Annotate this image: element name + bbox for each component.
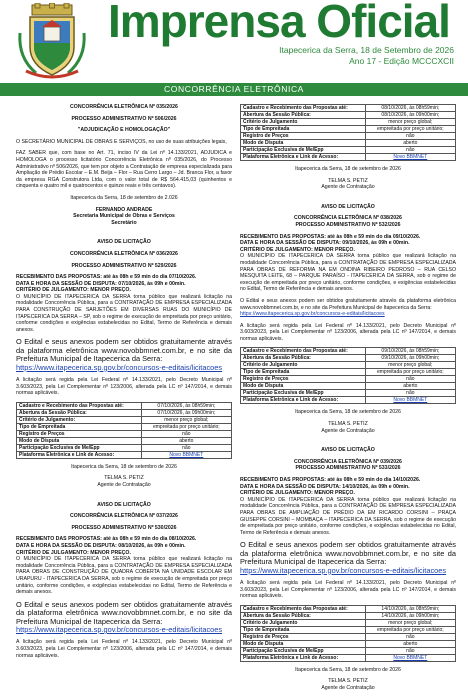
table-value-cell: 14/10/2026, às 09h00min;	[365, 612, 455, 619]
session-line: DATA E HORA DA SESSÃO DE DISPUTA: 14/10/2026, às 09h e 00min.	[240, 483, 410, 490]
table-row	[241, 619, 456, 626]
session-line: DATA E HORA DA SESSÃO DE DISPUTA: 07/10/2026, às 09h e 00min.	[16, 280, 186, 287]
process-number: PROCESSO ADMINISTRATIVO Nº 529/2026	[71, 262, 177, 269]
process-number: PROCESSO ADMINISTRATIVO Nº 532/2026	[295, 221, 401, 228]
table-key-cell: Tipo de Empreitada	[241, 126, 366, 133]
legal-basis: A licitação será regida pela Lei Federal nº 14.133/2021, pelo Decreto Municipal nº 3.603/2023, pela Lei Complementar nº 123/2006, alterada pela LC nº 147/2014, e demais normas aplicáveis.	[16, 639, 232, 659]
publication-title: Imprensa Oficial	[108, 0, 450, 47]
date-line: Itapecerica da Serra, 18 de setembro de 2026	[295, 666, 401, 673]
table-value-cell: 09/10/2026, às 09h00min;	[365, 355, 455, 362]
signatory-role: Secretário	[111, 219, 137, 226]
notice-subject: "ADJUDICAÇÃO E HOMOLOGAÇÃO"	[77, 127, 171, 134]
table-key-cell: Registro de Preços	[241, 633, 366, 640]
date-line: Itapecerica da Serra, 18 de setembro de 2026	[295, 166, 401, 172]
table-row	[241, 605, 456, 612]
table-row	[241, 140, 456, 147]
signatory-name: TELMA S. PETIZ	[104, 475, 144, 482]
notice-heading: AVISO DE LICITAÇÃO	[97, 501, 151, 508]
deadline-line: RECEBIMENTO DAS PROPOSTAS: até às 08h e 59 min do dia 07/10/2026.	[16, 274, 197, 281]
table-row	[241, 654, 456, 661]
notice-object: O MUNICÍPIO DE ITAPECERICA DA SERRA torna público que realizará licitação na modalidade Concorrência Pública, para a CONTRATAÇÃO DE EMPRESA ESPECIALIZADA PARA OBRAS DE AMPLIAÇÃO DE PRÉDIO DA EM RICARDO CORSINI – PRAÇA GIUSEPPE CORSINI – MOMBAÇA – ITAPECERICA DA SERRA, sob o regime de execução de empreitada por preço unitário, conforme condições, e exigências estabelecidas no Edital, Termo de Referência e demais anexos.	[240, 496, 456, 536]
table-value-cell: 08/10/2026, às 09h00min;	[365, 112, 455, 119]
table-key-cell: Cadastro e Recebimento das Propostas até:	[241, 348, 366, 355]
table-row	[17, 409, 232, 416]
signatory-role: Agente de Contratação	[97, 482, 151, 489]
table-row	[241, 119, 456, 126]
criteria-line: CRITÉRIO DE JULGAMENTO: MENOR PREÇO.	[240, 490, 355, 497]
table-key-cell: Critério de Julgamento:	[17, 416, 142, 423]
notice-number: CONCORRÊNCIA ELETRÔNICA Nº 035/2026	[70, 104, 178, 110]
deadline-line: RECEBIMENTO DAS PROPOSTAS: até às 08h e 59 min do dia 08/10/2026.	[16, 536, 197, 543]
table-key-cell: Registro de Preços	[17, 430, 142, 437]
table-value-cell[interactable]: Novo BBMNET	[365, 154, 455, 161]
table-key-cell: Participação Exclusiva de Me/Epp	[241, 390, 366, 397]
notice-object: O MUNICÍPIO DE ITAPECERICA DA SERRA torna público que realizará licitação na modalidade Concorrência Pública, para a CONTRATAÇÃO DE EMPRESA ESPECIALIZADA PARA OBRAS DE CONSTRUÇÃO DE QUADRA COBERTA NA UNIDADE ESCOLAR EM URAPURU - ITAPECERICA DA SERRA, sob o regime de execução de empreitada por preço unitário, conforme condições, e exigências estabelecidas no Edital, Termo de Referência e demais anexos.	[16, 556, 232, 596]
table-key-cell: Abertura da Sessão Pública:	[241, 112, 366, 119]
section-title: CONCORRÊNCIA ELETRÔNICA	[164, 84, 304, 94]
table-row	[241, 126, 456, 133]
tender-table	[240, 605, 456, 662]
process-number: PROCESSO ADMINISTRATIVO Nº 530/2026	[71, 524, 177, 531]
table-value-cell: não	[365, 133, 455, 140]
table-key-cell: Registro de Preços	[241, 376, 366, 383]
table-value-cell: empreitada por preço unitário;	[365, 369, 455, 376]
table-key-cell: Modo de Disputa	[241, 383, 366, 390]
table-key-cell: Critério de Julgamento	[241, 362, 366, 369]
table-row	[17, 402, 232, 409]
table-value-cell: 07/10/2026, às 08h59min;	[141, 402, 231, 409]
table-key-cell: Abertura da Sessão Pública:	[241, 612, 366, 619]
date-line: Itapecerica da Serra, 18 de setembro de 2026	[71, 463, 177, 470]
table-key-cell: Modo de Disputa	[17, 437, 142, 444]
table-value-cell: 07/10/2026, às 09h00min;	[141, 409, 231, 416]
table-row	[241, 383, 456, 390]
tender-link[interactable]: https://www.itapecerica.sp.gov.br/concursos-e-editais/licitacoes	[16, 624, 223, 634]
table-value-cell[interactable]: Novo BBMNET	[141, 451, 231, 458]
table-value-cell: menor preço global;	[141, 416, 231, 423]
table-value-cell: menor preço global;	[365, 362, 455, 369]
tender-table	[16, 402, 232, 459]
table-key-cell: Critério de Julgamento	[241, 619, 366, 626]
table-key-cell: Abertura da Sessão Pública:	[241, 355, 366, 362]
table-row	[241, 390, 456, 397]
process-number: PROCESSO ADMINISTRATIVO Nº 533/2026	[295, 465, 401, 472]
paragraph: O SECRETÁRIO MUNICIPAL DE OBRAS E SERVIÇOS, no uso de suas atribuições legais,	[16, 138, 227, 145]
table-key-cell: Plataforma Eletrônica e Link de Acesso:	[241, 154, 366, 161]
table-key-cell: Tipo de Empreitada	[241, 626, 366, 633]
table-row	[241, 640, 456, 647]
signatory-name: TELMA S. PETIZ	[328, 421, 368, 428]
edital-text: O Edital e seus anexos podem ser obtidos gratuitamente através da plataforma eletrônica www.novobbmnet.com.br, e no site da Prefeitura Municipal de Itapecerica da Serra:	[240, 297, 456, 311]
table-key-cell: Participação Exclusiva de Me/Epp	[241, 147, 366, 154]
signatory-name: TELMA S. PETIZ	[328, 177, 368, 184]
table-key-cell: Critério de Julgamento	[241, 119, 366, 126]
table-key-cell: Cadastro e Recebimento das Propostas até:	[17, 402, 142, 409]
table-row	[17, 423, 232, 430]
table-value-cell: 14/10/2026, às 08h59min;	[365, 605, 455, 612]
legal-basis: A licitação será regida pela Lei Federal nº 14.133/2021, pelo Decreto Municipal nº 3.603/2023, pela Lei Complementar nº 123/2006, alterada pela LC nº 147/2014, e demais normas aplicáveis.	[240, 322, 456, 342]
signatory-name: FERNANDO ANDRADE	[95, 206, 153, 213]
table-key-cell: Tipo de Empreitada	[17, 423, 142, 430]
table-value-cell: menor preço global;	[365, 119, 455, 126]
table-row	[17, 437, 232, 444]
table-value-cell: aberto	[365, 140, 455, 147]
notice-heading: AVISO DE LICITAÇÃO	[321, 203, 375, 210]
table-value-cell: empreitada por preço unitário;	[365, 626, 455, 633]
table-value-cell: não	[365, 147, 455, 154]
table-key-cell: Participação Exclusiva de Me/Epp	[17, 444, 142, 451]
edital-text: O Edital e seus anexos podem ser obtidos gratuitamente através da plataforma eletrônica www.novobbmnet.com.br, e no site da Prefeitura Municipal de Itapecerica da Serra:	[16, 337, 232, 364]
notice-number: CONCORRÊNCIA ELETRÔNICA Nº 039/2026	[294, 458, 402, 465]
table-row	[241, 133, 456, 140]
table-row	[241, 362, 456, 369]
legal-basis: A licitação será regida pela Lei Federal nº 14.133/2021, pelo Decreto Municipal nº 3.603/2023, pela Lei Complementar nº 123/2006, alterada pela LC nº 147/2014, e demais normas aplicáveis.	[240, 580, 456, 600]
table-row	[241, 647, 456, 654]
session-line: DATA E HORA DA SESSÃO DE DISPUTA: 09/10/2026, às 09h e 00min.	[240, 240, 410, 247]
table-value-cell: aberto	[365, 383, 455, 390]
table-row	[241, 154, 456, 161]
table-value-cell: não	[365, 376, 455, 383]
table-row	[241, 633, 456, 640]
table-row	[241, 626, 456, 633]
tender-link[interactable]: https://www.itapecerica.sp.gov.br/concursos-e-editais/licitacoes	[240, 565, 447, 575]
signatory-dept: Secretaria Municipal de Obras e Serviços	[73, 213, 175, 220]
process-number: PROCESSO ADMINISTRATIVO Nº 506/2026	[71, 115, 177, 122]
table-key-cell: Participação Exclusiva de Me/Epp	[241, 647, 366, 654]
table-key-cell: Abertura da Sessão Pública:	[17, 409, 142, 416]
table-key-cell: Modo de Disputa	[241, 640, 366, 647]
criteria-line: CRITÉRIO DE JULGAMENTO: MENOR PREÇO.	[16, 549, 131, 556]
table-value-cell: empreitada por preço unitário;	[365, 126, 455, 133]
edital-text: O Edital e seus anexos podem ser obtidos gratuitamente através da plataforma eletrônica www.novobbmnet.com.br, e no site da Prefeitura Municipal de Itapecerica da Serra:	[16, 599, 232, 626]
masthead	[0, 0, 468, 86]
legal-basis: A licitação será regida pela Lei Federal nº 14.133/2021, pelo Decreto Municipal nº 3.603/2023, pela Lei Complementar nº 123/2006, alterada pela LC nº 147/2014, e demais normas aplicáveis.	[16, 377, 232, 397]
notice-object: O MUNICÍPIO DE ITAPECERICA DA SERRA torna público que realizará licitação na modalidade Concorrência Pública, para a CONTRATAÇÃO DE EMPRESA ESPECIALIZADA PARA OBRAS DE REFORMA NA EM ONDINA RIBEIRO PEDROSO – RUA CELSO MESQUITA LEITE, 68 – PARQUE PARAÍSO - ITAPECERICA DA SERRA, sob o regime de execução de empreitada por preço unitário, conforme condições, e exigências estabelecidas no Edital, Termo de Referência e demais anexos.	[240, 253, 456, 293]
issue-date: Itapecerica da Serra, 18 de Setembro de 2026	[279, 45, 454, 55]
tender-link[interactable]: https://www.itapecerica.sp.gov.br/concursos-e-editais/licitacoes	[16, 362, 223, 372]
table-key-cell: Modo de Disputa	[241, 140, 366, 147]
table-row	[241, 355, 456, 362]
notice-number: CONCORRÊNCIA ELETRÔNICA Nº 037/2026	[70, 513, 178, 520]
table-value-cell: não	[365, 633, 455, 640]
date-line: Itapecerica da Serra, 18 de setembro de 2.026	[70, 194, 178, 201]
table-value-cell: 08/10/2026, às 08h59min;	[365, 105, 455, 112]
left-column	[16, 104, 232, 664]
city-coat-of-arms-icon	[16, 3, 88, 79]
table-row	[241, 397, 456, 404]
criteria-line: CRITÉRIO DE JULGAMENTO: MENOR PREÇO.	[16, 287, 131, 294]
table-row	[17, 444, 232, 451]
notice-heading: AVISO DE LICITAÇÃO	[97, 239, 151, 246]
table-key-cell: Plataforma Eletrônica e Link de Acesso:	[241, 654, 366, 661]
signatory-role: Agente de Contratação	[321, 427, 375, 434]
table-value-cell: aberto	[141, 437, 231, 444]
date-line: Itapecerica da Serra, 18 de setembro de 2026	[295, 409, 401, 416]
table-row	[241, 147, 456, 154]
table-key-cell: Cadastro e Recebimento das Propostas até:	[241, 105, 366, 112]
signatory-role: Agente de Contratação	[321, 184, 375, 191]
table-key-cell: Plataforma Eletrônica e Link de Acesso:	[17, 451, 142, 458]
table-row	[241, 348, 456, 355]
table-value-cell: menor preço global;	[365, 619, 455, 626]
notice-number: CONCORRÊNCIA ELETRÔNICA Nº 036/2026	[70, 250, 178, 257]
deadline-line: RECEBIMENTO DAS PROPOSTAS: até às 08h e 59 min do dia 09/10/2026.	[240, 233, 421, 240]
issue-edition: Ano 17 - Edição MCCCXCII	[349, 56, 454, 66]
table-row	[241, 105, 456, 112]
criteria-line: CRITÉRIO DE JULGAMENTO: MENOR PREÇO.	[240, 246, 355, 253]
right-column	[240, 104, 456, 697]
table-value-cell[interactable]: Novo BBMNET	[365, 654, 455, 661]
table-key-cell: Plataforma Eletrônica e Link de Acesso:	[241, 397, 366, 404]
table-value-cell: 09/10/2026, às 08h59min;	[365, 348, 455, 355]
notice-number: CONCORRÊNCIA ELETRÔNICA Nº 038/2026	[294, 215, 402, 222]
table-row	[241, 112, 456, 119]
table-value-cell: não	[141, 430, 231, 437]
table-row	[17, 430, 232, 437]
table-value-cell[interactable]: Novo BBMNET	[365, 397, 455, 404]
table-row	[241, 612, 456, 619]
signatory-role: Agente de Contratação	[321, 684, 375, 691]
table-value-cell: não	[365, 390, 455, 397]
tender-table	[240, 347, 456, 404]
table-value-cell: aberto	[365, 640, 455, 647]
deadline-line: RECEBIMENTO DAS PROPOSTAS: até às 08h e 59 min do dia 14/10/2026.	[240, 477, 421, 484]
table-key-cell: Cadastro e Recebimento das Propostas até:	[241, 605, 366, 612]
edital-text: O Edital e seus anexos podem ser obtidos gratuitamente através da plataforma eletrônica www.novobbmnet.com.br, e no site da Prefeitura Municipal de Itapecerica da Serra:	[240, 540, 456, 567]
table-row	[17, 416, 232, 423]
table-row	[17, 451, 232, 458]
signatory-name: TELMA S. PETIZ	[328, 678, 368, 685]
tender-link[interactable]: https://www.itapecerica.sp.gov.br/concursos-e-editais/licitacoes	[240, 311, 385, 318]
table-row	[241, 376, 456, 383]
table-row	[241, 369, 456, 376]
table-value-cell: empreitada por preço unitário;	[141, 423, 231, 430]
paragraph: FAZ SABER que, com base no Art. 71, inciso IV da Lei nº 14.133/2021, ADJUDICA e HOMOLOGA o processo licitatório Concorrência Eletrônica nº 035/2026, do Processo Administrativo nº 506/2026, que tem por objeto a Contratação de empresa especializada para Ampliação de Prédio Escolar – E.M. Beija – Flor – Rua Cerro Largo – Jd. Branca Flor, a favor da empresa RGA Construtora Ltda, com o valor total de R$ 564.415,03 (quinhentos e cinquenta e quatro mil e quatrocentos e quinze reais e três centavos).	[16, 150, 232, 190]
table-value-cell: não	[365, 647, 455, 654]
table-value-cell: não	[141, 444, 231, 451]
table-key-cell: Tipo de Empreitada	[241, 369, 366, 376]
session-line: DATA E HORA DA SESSÃO DE DISPUTA: 08/10/2026, às 09h e 00min.	[16, 543, 186, 549]
notice-object: O MUNICÍPIO DE ITAPECERICA DA SERRA torna público que realizará licitação na modalidade Concorrência Pública, para a CONTRATAÇÃO DE EMPRESA ESPECIALIZADA PARA CONSTRUÇÃO DE SARJETÕES EM DIVERSAS RUAS DO MUNICÍPIO DE ITAPECERICA DA SERRA – SP, sob o regime de execução de empreitada por preço unitário, conforme condições e exigências estabelecidas no Edital, Termo de Referência e demais anexos.	[16, 293, 232, 333]
table-key-cell: Registro de Preços	[241, 133, 366, 140]
notice-heading: AVISO DE LICITAÇÃO	[321, 447, 375, 454]
tender-table	[240, 104, 456, 161]
